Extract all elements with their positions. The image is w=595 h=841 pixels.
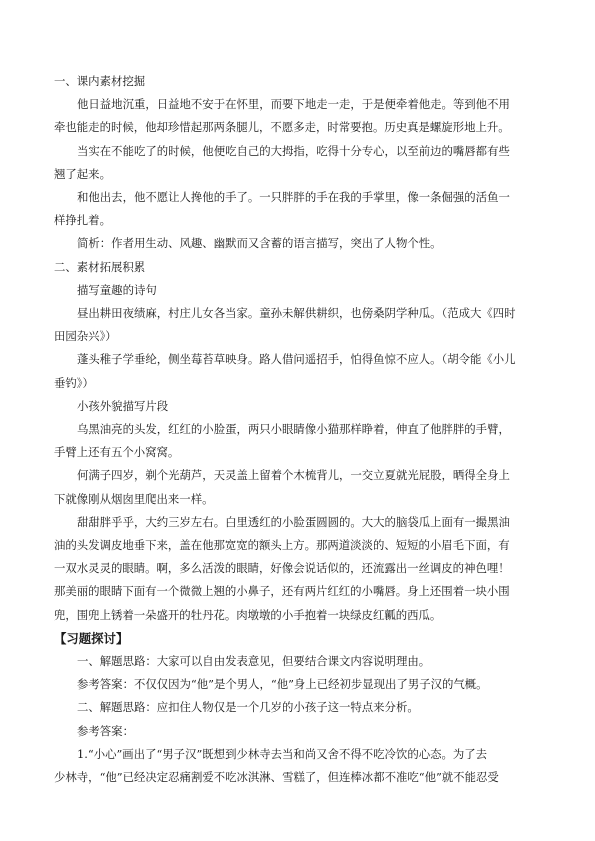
text-line: 他日益地沉重，日益地不安于在怀里，而要下地走一走，于是便牵着他走。等到他不用 <box>77 97 510 112</box>
text-line: 昼出耕田夜绩麻，村庄儿女各当家。童孙未解供耕织，也傍桑阴学种瓜。（范成大《四时 <box>77 306 516 321</box>
text-line: 那美丽的眼睛下面有一个微微上翘的小鼻子，还有两片红红的小嘴唇。身上还围着一块小围 <box>54 584 510 599</box>
section-heading: 【习题探讨】 <box>54 630 129 646</box>
text-line: 简析：作者用生动、风趣、幽默而又含蓄的语言描写，突出了人物个性。 <box>77 236 442 251</box>
text-line: 描写童趣的诗句 <box>77 282 157 297</box>
text-line: 甜甜胖乎乎，大约三岁左右。白里透红的小脸蛋圆圆的。大大的脑袋瓜上面有一撮黑油 <box>77 514 510 529</box>
document-body <box>54 70 542 789</box>
text-line: 下就像刚从烟囱里爬出来一样。 <box>54 491 214 506</box>
text-line: 当实在不能吃了的时候，他便吃自己的大拇指，吃得十分专心，以至前边的嘴唇都有些 <box>77 143 510 158</box>
text-line: 手臂上还有五个小窝窝。 <box>54 445 180 460</box>
text-line: 少林寺，“他”已经决定忍痛割爱不吃冰淇淋、雪糕了，但连棒冰都不准吃“他”就不能忍受 <box>54 770 499 785</box>
text-line: 垂钓》） <box>54 375 94 390</box>
text-line: 油的头发调皮地垂下来，盖在他那宽宽的额头上方。那两道淡淡的、短短的小眉毛下面，有 <box>54 538 510 553</box>
text-line: 二、解题思路：应扣住人物仅是一个几岁的小孩子这一特点来分析。 <box>77 700 419 715</box>
text-line: 和他出去，他不愿让人搀他的手了。一只胖胖的手在我的手掌里，像一条倔强的活鱼一 <box>77 190 510 205</box>
text-line: 参考答案： <box>77 723 134 738</box>
text-line: 一、课内素材挖掘 <box>54 74 146 88</box>
text-line: 一双水灵灵的眼睛。啊，多么活泼的眼睛，好像会说话似的，还流露出一丝调皮的神色哩！ <box>54 561 510 576</box>
text-line: 兜，围兜上锈着一朵盛开的牡丹花。肉墩墩的小手抱着一块绿皮红瓤的西瓜。 <box>54 607 442 622</box>
text-line: 田园杂兴》） <box>54 329 117 344</box>
text-line: 二、素材拓展积累 <box>54 259 146 274</box>
text-line: 样挣扎着。 <box>54 213 111 228</box>
text-line: 1.“小心”画出了“男子汉”既想到少林寺去当和尚又舍不得不吃冷饮的心态。为了去 <box>77 746 488 761</box>
text-line: 翘了起来。 <box>54 166 111 181</box>
text-line: 牵也能走的时候，他却珍惜起那两条腿儿，不愿多走，时常要抱。历史真是螺旋形地上升。 <box>54 120 510 135</box>
text-line: 参考答案：不仅仅因为“他”是个男人，“他”身上已经初步显现出了男子汉的气概。 <box>77 677 488 692</box>
text-line: 蓬头稚子学垂纶，侧坐莓苔草映身。路人借问遥招手，怕得鱼惊不应人。（胡令能《小儿 <box>77 352 516 367</box>
text-line: 何满子四岁，剃个光葫芦，天灵盖上留着个木梳背儿，一交立夏就光屁股，晒得全身上 <box>77 468 510 483</box>
text-line: 小孩外貌描写片段 <box>77 398 169 413</box>
text-line: 一、解题思路：大家可以自由发表意见，但要结合课文内容说明理由。 <box>77 654 431 669</box>
text-line: 乌黑油亮的头发，红红的小脸蛋，两只小眼睛像小猫那样睁着，伸直了他胖胖的手臂， <box>77 422 510 437</box>
